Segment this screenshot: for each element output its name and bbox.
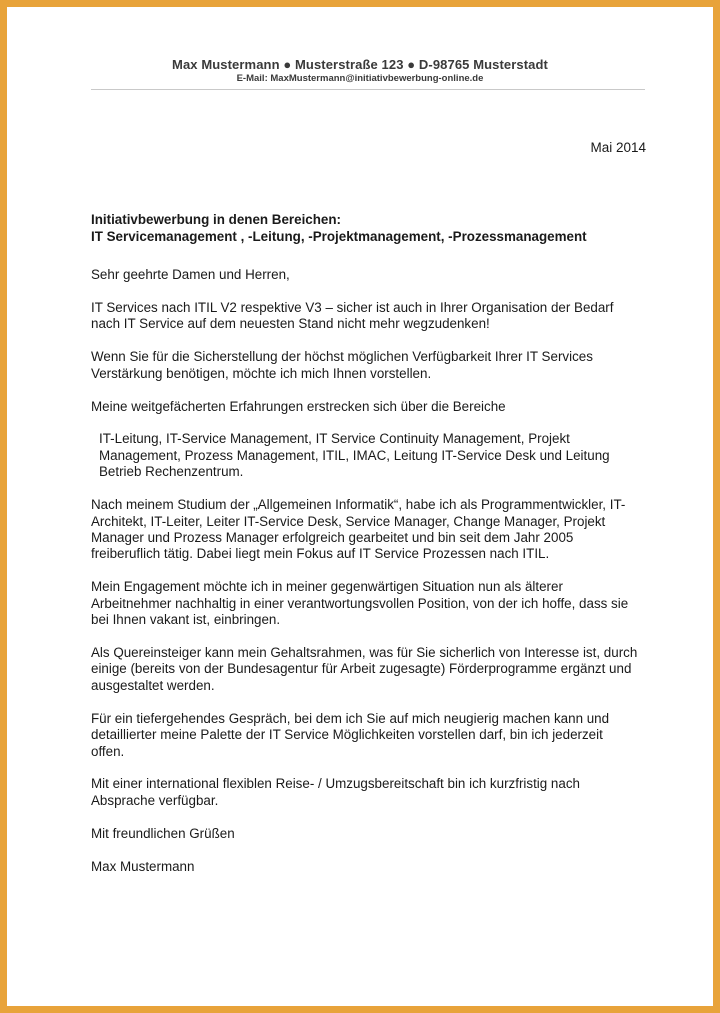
letter-body <box>91 211 639 892</box>
header-divider <box>91 89 645 90</box>
paragraph: Wenn Sie für die Sicherstellung der höchst möglichen Verfügbarkeit Ihrer IT Services Verstärkung benötigen, möchte ich mich Ihnen vorstellen. <box>91 349 593 381</box>
experience-areas: IT-Leitung, IT-Service Management, IT Service Continuity Management, Projekt Management, Prozess Management, ITIL, IMAC, Leitung IT-Service Desk und Leitung Betrieb Rechenzentrum. <box>99 431 610 480</box>
letter-date: Mai 2014 <box>590 140 646 155</box>
paragraph: Mein Engagement möchte ich in meiner gegenwärtigen Situation nun als älterer Arbeitnehmer nachhaltig in einer verantwortungsvollen Position, von der ich hoffe, dass sie bei Ihnen vakant ist, einbringen. <box>91 579 629 628</box>
salutation: Sehr geehrte Damen und Herren, <box>91 267 290 282</box>
sender-email: E-Mail: MaxMustermann@initiativbewerbung-online.de <box>236 73 484 84</box>
subject-line-2: IT Servicemanagement , -Leitung, -Projektmanagement, -Prozessmanagement <box>91 229 587 244</box>
paragraph: IT Services nach ITIL V2 respektive V3 – sicher ist auch in Ihrer Organisation der Bedarf nach IT Service auf dem neuesten Stand nicht mehr wegzudenken! <box>91 299 614 332</box>
letterhead <box>7 57 713 84</box>
sender-address: Max Mustermann ● Musterstraße 123 ● D-98765 Musterstadt <box>172 57 548 72</box>
paragraph: Für ein tiefergehendes Gespräch, bei dem ich Sie auf mich neugierig machen kann und detaillierter meine Palette der IT Service Möglichkeiten vorstellen darf, bin ich jederzeit offen. <box>91 710 610 759</box>
paragraph: Mit einer international flexiblen Reise- / Umzugsbereitschaft bin ich kurzfristig nach Absprache verfügbar. <box>91 776 580 808</box>
subject <box>91 211 639 245</box>
closing: Mit freundlichen Grüßen <box>91 825 235 841</box>
signature: Max Mustermann <box>91 858 195 874</box>
subject-line-1: Initiativbewerbung in denen Bereichen: <box>91 212 341 227</box>
paragraph: Als Quereinsteiger kann mein Gehaltsrahmen, was für Sie sicherlich von Interesse ist, durch einige (bereits von der Bundesagentur für Arbeit zugesagte) Förderprogramme ergänzt und ausgestaltet werden. <box>91 645 638 693</box>
paragraph: Nach meinem Studium der „Allgemeinen Informatik“, habe ich als Programmentwickler, IT-Architekt, IT-Leiter, Leiter IT-Service Desk, Service Manager, Change Manager, Projekt Manager und Prozess Manager erfolgreich gearbeitet und bin seit dem Jahr 2005 freiberuflich tätig. Dabei liegt mein Fokus auf IT Service Prozessen nach ITIL. <box>91 497 626 562</box>
paragraph: Meine weitgefächerten Erfahrungen erstrecken sich über die Bereiche <box>91 398 506 414</box>
